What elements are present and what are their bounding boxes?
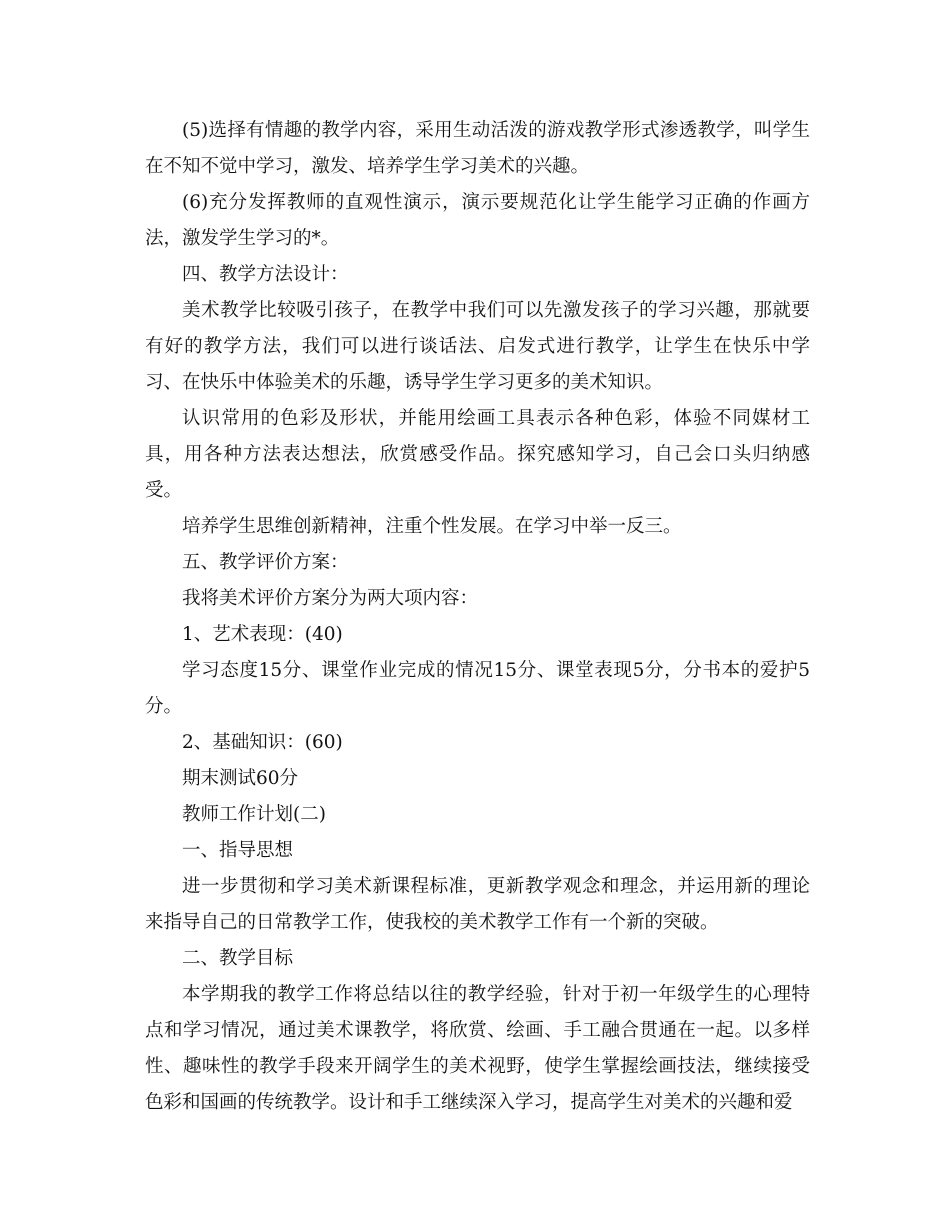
paragraph-colors-shapes: 认识常用的色彩及形状，并能用绘画工具表示各种色彩，体验不同媒材工具，用各种方法表达想法，欣赏感受作品。探究感知学习，自己会口头归纳感受。 [145, 408, 810, 501]
paragraph-guiding-ideology: 进一步贯彻和学习美术新课程标准，更新教学观念和理念，并运用新的理论来指导自己的日常教学工作，使我校的美术教学工作有一个新的突破。 [145, 876, 810, 933]
document-body [145, 113, 810, 1121]
paragraph-6-teacher-demo: (6)充分发挥教师的直观性演示，演示要规范化让学生能学习正确的作画方法，激发学生学习的*。 [145, 192, 810, 249]
paragraph-final-exam: 期末测试60分 [182, 768, 299, 789]
item-art-performance: 1、艺术表现：(40) [182, 624, 343, 645]
item-basic-knowledge: 2、基础知识：(60) [182, 732, 343, 753]
paragraph-teaching-method: 美术教学比较吸引孩子，在教学中我们可以先激发孩子的学习兴趣，那就要有好的教学方法，我们可以进行谈话法、启发式进行教学，让学生在快乐中学习、在快乐中体验美术的乐趣，诱导学生学习更多的美术知识。 [145, 300, 810, 393]
heading-teaching-method-design: 四、教学方法设计： [182, 264, 349, 285]
heading-guiding-ideology: 一、指导思想 [182, 840, 294, 861]
paragraph-5-interesting-content: (5)选择有情趣的教学内容，采用生动活泼的游戏教学形式渗透教学，叫学生在不知不觉中学习，激发、培养学生学习美术的兴趣。 [145, 120, 810, 177]
heading-teaching-goals: 二、教学目标 [182, 948, 294, 969]
paragraph-teaching-goals: 本学期我的教学工作将总结以往的教学经验，针对于初一年级学生的心理特点和学习情况，通过美术课教学，将欣赏、绘画、手工融合贯通在一起。以多样性、趣味性的教学手段来开阔学生的美术视野，使学生掌握绘画技法，继续接受色彩和国画的传统教学。设计和手工继续深入学习，提高学生对美术的兴趣和爱 [145, 984, 810, 1113]
heading-evaluation-plan: 五、教学评价方案： [182, 552, 349, 573]
paragraph-score-breakdown: 学习态度15分、课堂作业完成的情况15分、课堂表现5分，分书本的爱护5分。 [145, 660, 810, 717]
paragraph-evaluation-intro: 我将美术评价方案分为两大项内容： [182, 588, 479, 609]
paragraph-creative-thinking: 培养学生思维创新精神，注重个性发展。在学习中举一反三。 [182, 516, 682, 537]
section-title-work-plan-2: 教师工作计划(二) [182, 804, 326, 825]
